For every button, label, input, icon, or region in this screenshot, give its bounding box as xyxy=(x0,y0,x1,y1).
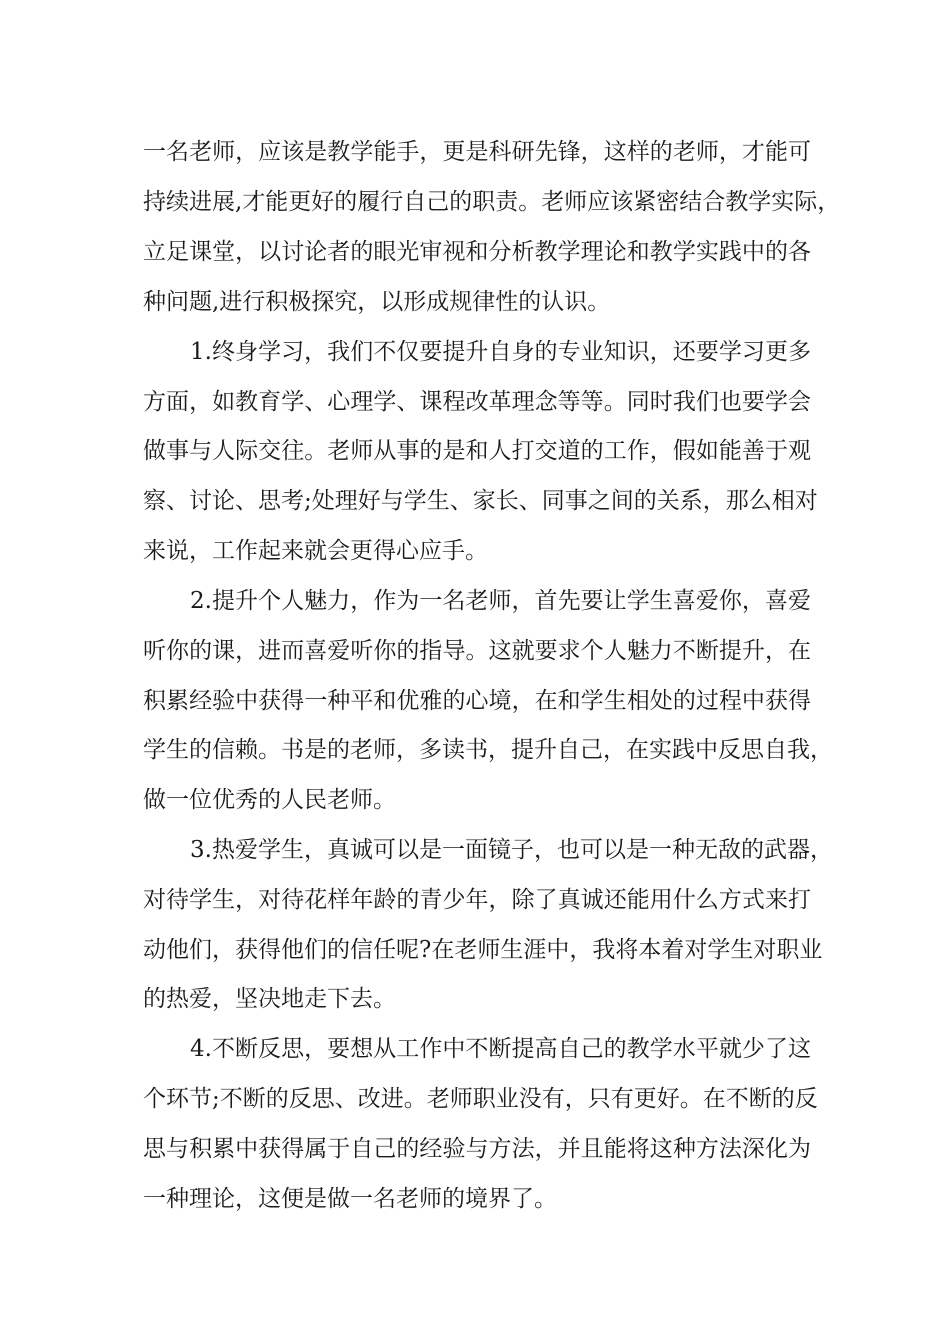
paragraph-line: 做事与人际交往。老师从事的是和人打交道的工作，假如能善于观 xyxy=(143,438,811,464)
paragraph-line: 一名老师，应该是教学能手，更是科研先锋，这样的老师，才能可 xyxy=(143,139,811,165)
paragraph-line: 持续进展,才能更好的履行自己的职责。老师应该紧密结合教学实际， xyxy=(143,189,841,215)
paragraph-line: 4.不断反思，要想从工作中不断提高自己的教学水平就少了这 xyxy=(190,1036,811,1062)
paragraph-line: 对待学生，对待花样年龄的青少年，除了真诚还能用什么方式来打 xyxy=(143,887,811,913)
paragraph-line: 的热爱，坚决地走下去。 xyxy=(143,986,396,1012)
paragraph-line: 种问题,进行积极探究，以形成规律性的认识。 xyxy=(143,289,611,315)
paragraph-line: 2.提升个人魅力，作为一名老师，首先要让学生喜爱你，喜爱 xyxy=(190,588,811,614)
paragraph-line: 思与积累中获得属于自己的经验与方法，并且能将这种方法深化为 xyxy=(143,1136,811,1162)
paragraph-line: 立足课堂，以讨论者的眼光审视和分析教学理论和教学实践中的各 xyxy=(143,239,811,265)
paragraph-line: 个环节;不断的反思、改进。老师职业没有，只有更好。在不断的反 xyxy=(143,1086,818,1112)
paragraph-line: 听你的课，进而喜爱听你的指导。这就要求个人魅力不断提升，在 xyxy=(143,638,811,664)
paragraph-line: 积累经验中获得一种平和优雅的心境，在和学生相处的过程中获得 xyxy=(143,688,811,714)
paragraph-line: 来说，工作起来就会更得心应手。 xyxy=(143,538,488,564)
paragraph-line: 做一位优秀的人民老师。 xyxy=(143,787,396,813)
paragraph-line: 3.热爱学生，真诚可以是一面镜子，也可以是一种无敌的武器， xyxy=(190,837,833,863)
paragraph-line: 一种理论，这便是做一名老师的境界了。 xyxy=(143,1186,557,1212)
paragraph-line: 察、讨论、思考;处理好与学生、家长、同事之间的关系，那么相对 xyxy=(143,488,818,514)
paragraph-line: 学生的信赖。书是的老师，多读书，提升自己，在实践中反思自我， xyxy=(143,737,833,763)
paragraph-line: 方面，如教育学、心理学、课程改革理念等等。同时我们也要学会 xyxy=(143,389,811,415)
paragraph-line: 1.终身学习，我们不仅要提升自身的专业知识，还要学习更多 xyxy=(190,339,811,365)
paragraph-line: 动他们，获得他们的信任呢?在老师生涯中，我将本着对学生对职业 xyxy=(143,937,823,963)
